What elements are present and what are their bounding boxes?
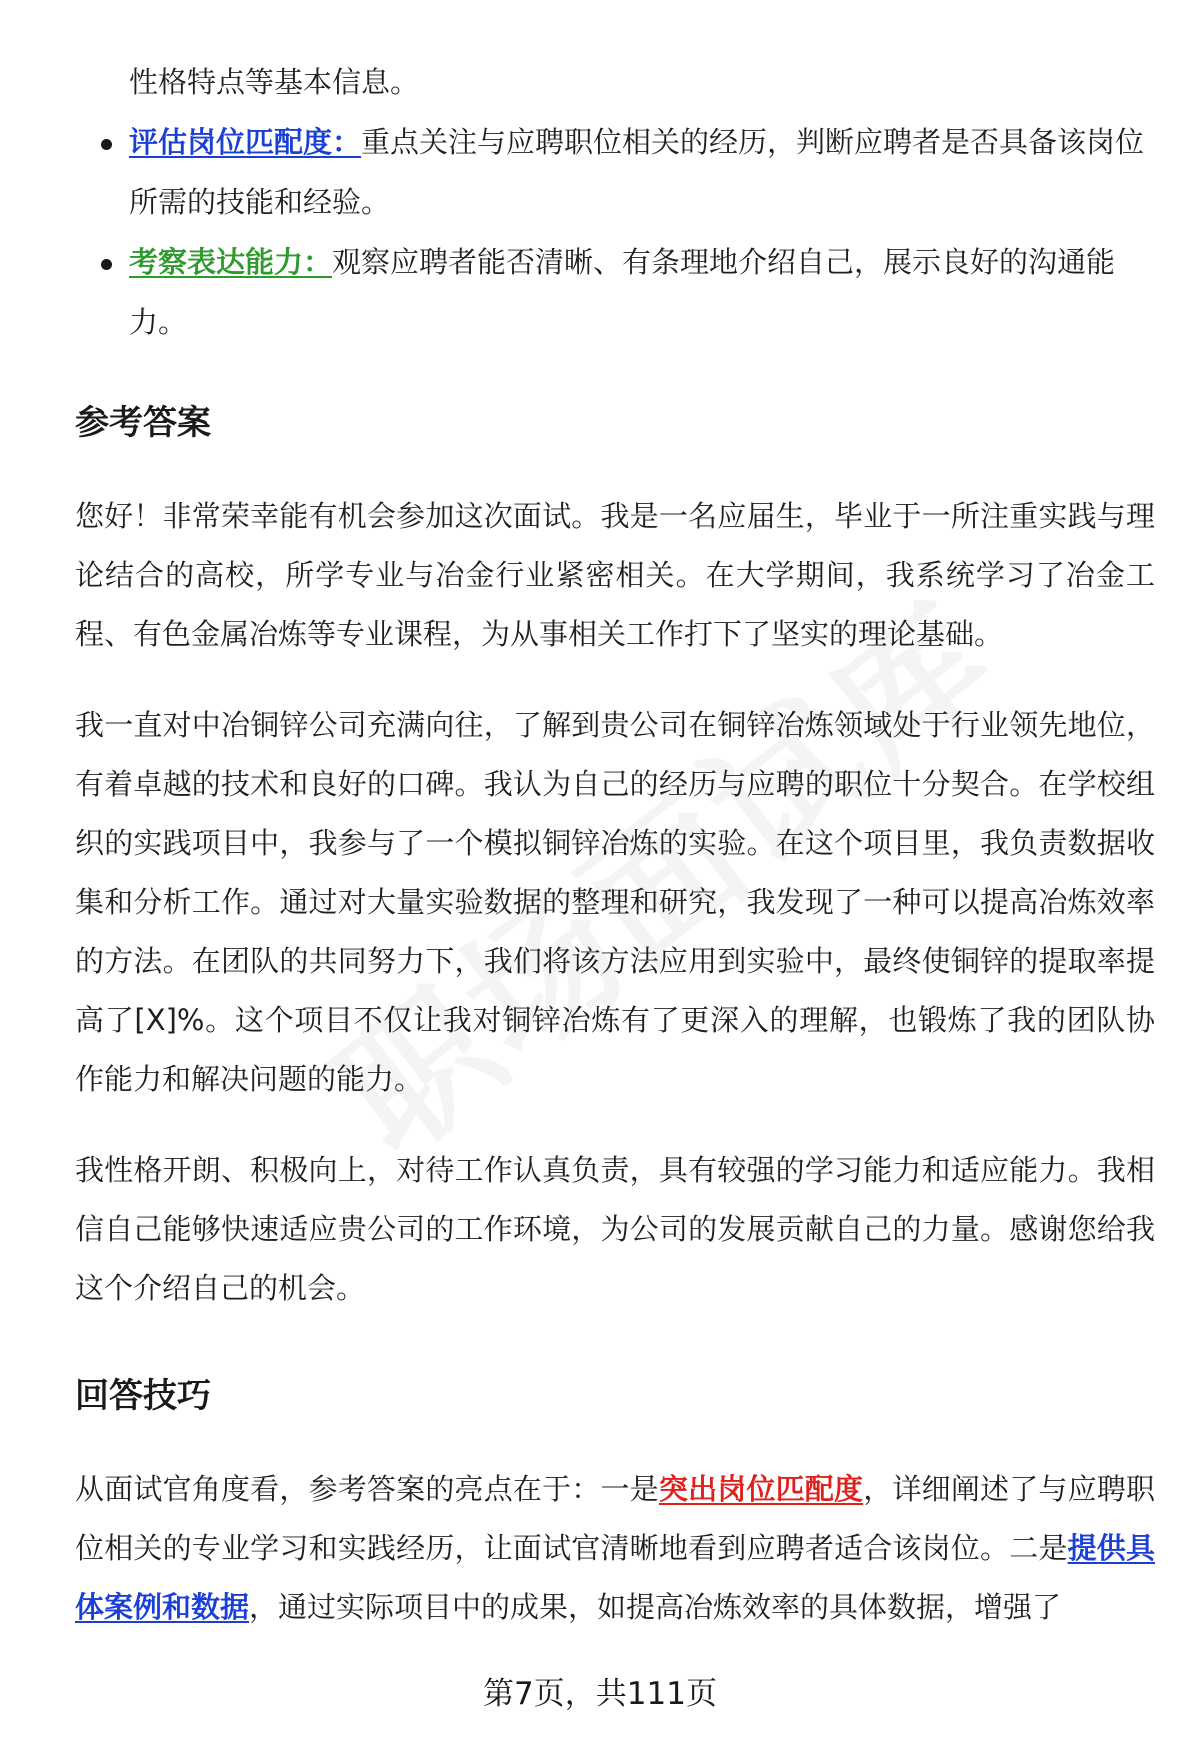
list-item-text: 性格特点等基本信息。 [129, 65, 420, 99]
section-heading-tips: 回答技巧 [75, 1376, 211, 1416]
bullet-dot-icon [101, 139, 112, 150]
tips-paragraph [75, 1460, 1155, 1637]
list-item [75, 52, 1155, 112]
answer-paragraph-1: 您好！非常荣幸能有机会参加这次面试。我是一名应届生，毕业于一所注重实践与理论结合的高校，所学专业与冶金行业紧密相关。在大学期间，我系统学习了冶金工程、有色金属冶炼等专业课程，为从事相关工作打下了坚实的理论基础。 [75, 499, 1155, 651]
bullet-dot-icon [101, 259, 112, 270]
bullet-list [75, 52, 1155, 352]
answer-paragraph-2: 我一直对中冶铜锌公司充满向往，了解到贵公司在铜锌冶炼领域处于行业领先地位，有着卓越的技术和良好的口碑。我认为自己的经历与应聘的职位十分契合。在学校组织的实践项目中，我参与了一个模拟铜锌冶炼的实验。在这个项目里，我负责数据收集和分析工作。通过对大量实验数据的整理和研究，我发现了一种可以提高冶炼效率的方法。在团队的共同努力下，我们将该方法应用到实验中，最终使铜锌的提取率提高了[X]%。这个项目不仅让我对铜锌冶炼有了更深入的理解，也锻炼了我的团队协作能力和解决问题的能力。 [75, 708, 1155, 1096]
tips-keyword: 提供具体案例和数据 [75, 1531, 1155, 1624]
tips-text: 从面试官角度看，参考答案的亮点在于：一是 [75, 1472, 659, 1506]
answer-paragraph-3: 我性格开朗、积极向上，对待工作认真负责，具有较强的学习能力和适应能力。我相信自己能够快速适应贵公司的工作环境，为公司的发展贡献自己的力量。感谢您给我这个介绍自己的机会。 [75, 1153, 1155, 1305]
list-item-text: 观察应聘者能否清晰、有条理地介绍自己，展示良好的沟通能力。 [129, 245, 1116, 339]
list-item-text: 重点关注与应聘职位相关的经历，判断应聘者是否具备该岗位所需的技能和经验。 [129, 125, 1145, 219]
page-footer: 第7页，共111页 [483, 1676, 717, 1712]
list-item [75, 112, 1155, 232]
list-item-keyword: 考察表达能力： [129, 245, 333, 279]
list-item [75, 232, 1155, 352]
tips-keyword: 突出岗位匹配度 [658, 1472, 864, 1506]
tips-text: ，详细阐述了与应聘职位相关的专业学习和实践经历，让面试官清晰地看到应聘者适合该岗位。二是 [75, 1472, 1155, 1565]
list-item-keyword: 评估岗位匹配度： [129, 125, 362, 159]
section-heading-answer: 参考答案 [75, 403, 211, 443]
tips-text: ，通过实际项目中的成果，如提高冶炼效率的具体数据，增强了 [249, 1590, 1062, 1624]
